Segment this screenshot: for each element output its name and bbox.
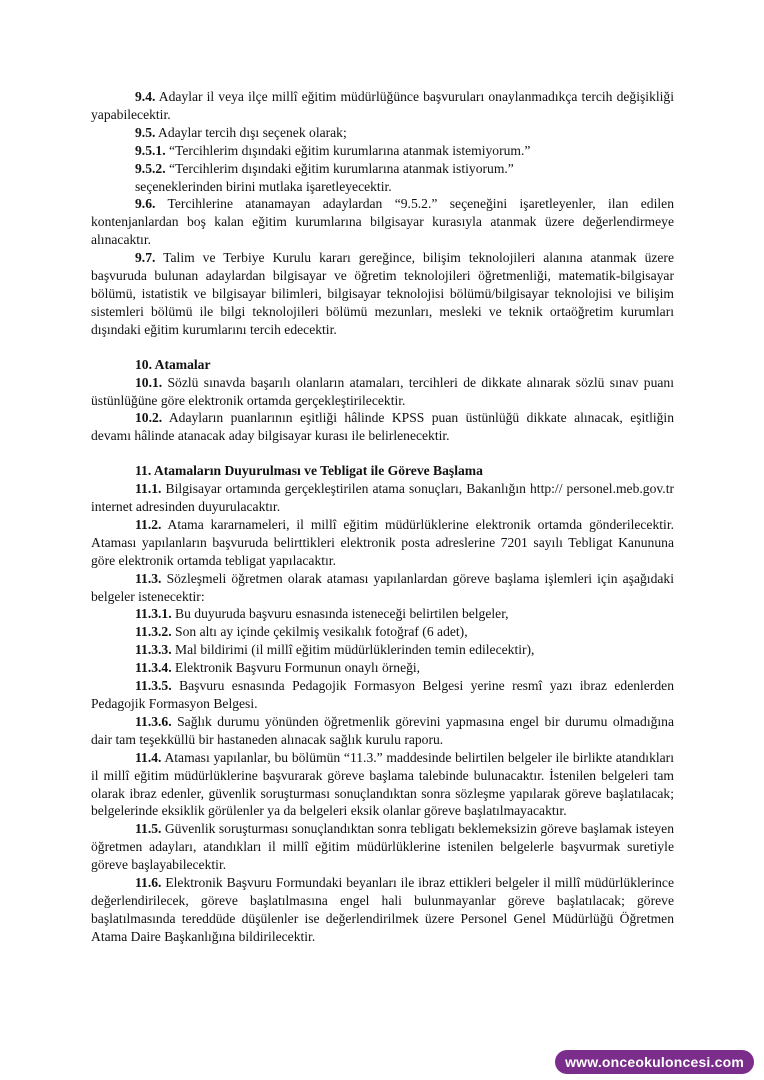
article-text: Talim ve Terbiye Kurulu kararı gereğince, bilişim teknolojileri alanına atanmak üzere başvuruda bulunan adaylardan bilgisayar ve öğretim teknolojileri öğretmenliği, matematik-bilgisayar bölümü, istatistik ve bilgisayar bilimleri, bilgisayar teknolojisi bölümü/bilgisayar teknolojisi ve bilişim sistemleri bölümü ile bilgi teknolojileri bölümü mezunları, mesleki ve teknik ortaöğretim kurumları dışındaki eğitim kurumlarını tercih edecektir. <box>91 250 674 337</box>
article-11-1 <box>91 480 674 516</box>
article-text: Adaylar tercih dışı seçenek olarak; <box>155 124 347 140</box>
article-text: Mal bildirimi (il millî eğitim müdürlüklerinden temin edilecektir), <box>171 642 535 658</box>
document-page <box>91 88 674 946</box>
article-number: 11.4. <box>135 749 162 765</box>
article-text: Adayların puanlarının eşitliği hâlinde KPSS puan üstünlüğü dikkate alınacak, eşitliğin devamı hâlinde atanacak aday bilgisayar kurası ile belirlenecektir. <box>91 410 674 444</box>
article-text: Atama kararnameleri, il millî eğitim müdürlüklerine elektronik ortamda gönderilecektir. Ataması yapılanların başvuruda belirttikleri elektronik posta adreslerine 7201 sayılı Tebligat Kanununa göre elektronik ortamda tebligat yapılacaktır. <box>91 516 674 568</box>
article-number: 9.4. <box>135 89 156 104</box>
article-11-4 <box>91 749 674 821</box>
article-11-3-1 <box>91 605 674 623</box>
article-9-6 <box>91 195 674 249</box>
article-11-3-3 <box>91 641 674 659</box>
article-9-5-2 <box>91 160 674 178</box>
article-number: 11.3.1. <box>135 606 172 622</box>
article-9-5-1 <box>91 142 674 160</box>
article-number: 11.3. <box>135 570 162 586</box>
article-number: 11.6. <box>135 875 162 891</box>
article-number: 9.5.2. <box>135 160 166 176</box>
article-text: Elektronik Başvuru Formundaki beyanları ile ibraz ettikleri belgeler il millî müdürlüklerince değerlendirilecek, göreve başlatılmasına engel hali bulunmayanlar göreve başlatılacak; göreve başlatılmasında tereddüde düşülenler ise değerlendirilmek üzere Personel Genel Müdürlüğü Öğretmen Atama Daire Başkanlığına bildirilecektir. <box>91 875 674 944</box>
article-text: Sözlü sınavda başarılı olanların atamaları, tercihleri de dikkate alınarak sözlü sınav puanı üstünlüğüne göre elektronik ortamda gerçekleştirilecektir. <box>91 374 674 408</box>
article-11-3-6 <box>91 713 674 749</box>
article-11-3-4 <box>91 659 674 677</box>
article-9-5-tail <box>91 178 674 196</box>
article-text: Sağlık durumu yönünden öğretmenlik görevini yapmasına engel bir durumu olmadığına dair tam teşekküllü bir hastaneden alınacak sağlık kurulu raporu. <box>91 713 674 747</box>
article-11-2 <box>91 516 674 570</box>
article-number: 10.2. <box>135 410 163 426</box>
section-heading-10: 10. Atamalar <box>135 356 211 372</box>
article-11-5 <box>91 820 674 874</box>
article-number: 9.5.1. <box>135 142 166 158</box>
article-number: 9.7. <box>135 250 156 266</box>
article-number: 11.2. <box>135 516 162 532</box>
article-number: 11.3.5. <box>135 678 172 694</box>
section-heading-11: 11. Atamaların Duyurulması ve Tebligat ile Göreve Başlama <box>135 463 483 479</box>
article-9-5 <box>91 124 674 142</box>
article-text: seçeneklerinden birini mutlaka işaretleyecektir. <box>135 178 392 194</box>
article-text: Son altı ay içinde çekilmiş vesikalık fotoğraf (6 adet), <box>171 624 468 640</box>
article-10-2 <box>91 409 674 445</box>
article-number: 11.1. <box>135 481 162 497</box>
article-11-3-2 <box>91 623 674 641</box>
article-9-7 <box>91 249 674 339</box>
article-number: 11.3.3. <box>135 642 172 658</box>
article-number: 9.6. <box>135 196 156 212</box>
article-text: “Tercihlerim dışındaki eğitim kurumlarına atanmak istiyorum.” <box>165 160 514 176</box>
article-text: Tercihlerine atanamayan adaylardan “9.5.2.” seçeneğini işaretleyenler, ilan edilen kontenjanlardan boş kalan eğitim kurumlarına bilgisayar kurasıyla atanmak üzere değerlendirmeye alınacaktır. <box>91 196 674 248</box>
article-text: Adaylar il veya ilçe millî eğitim müdürlüğünce başvuruları onaylanmadıkça tercih değişikliği yapabilecektir. <box>91 89 674 122</box>
article-text: Ataması yapılanlar, bu bölümün “11.3.” maddesinde belirtilen belgeler ile birlikte atandıkları il millî eğitim müdürlüklerine başvurarak göreve başlama talebinde bulunacaktır. İstenilen belgeleri tam olarak ibraz edenler, güvenlik soruşturması sonuçlandıktan sonra sözleşme yapılarak göreve başlatılacak; belgelerinde eksiklik görülenler ya da belgeleri eksik olanlar göreve başlatılmayacaktır. <box>91 749 674 819</box>
article-text: “Tercihlerim dışındaki eğitim kurumlarına atanmak istemiyorum.” <box>165 142 531 158</box>
article-text: Elektronik Başvuru Formunun onaylı örneği, <box>171 660 421 676</box>
article-number: 11.5. <box>135 821 162 837</box>
website-watermark: www.onceokuloncesi.com <box>555 1050 754 1074</box>
article-11-3-5 <box>91 677 674 713</box>
article-number: 11.3.6. <box>135 713 172 729</box>
article-11-3 <box>91 570 674 606</box>
article-text: Bilgisayar ortamında gerçekleştirilen atama sonuçları, Bakanlığın http:// personel.meb.gov.tr internet adresinden duyurulacaktır. <box>91 481 674 515</box>
article-11-6 <box>91 874 674 946</box>
article-9-4 <box>91 88 674 124</box>
article-text: Başvuru esnasında Pedagojik Formasyon Belgesi yerine resmî yazı ibraz edenlerden Pedagojik Formasyon Belgesi. <box>91 678 674 711</box>
article-text: Sözleşmeli öğretmen olarak ataması yapılanlardan göreve başlama işlemleri için aşağıdaki belgeler istenecektir: <box>91 570 674 604</box>
section-gap <box>91 339 674 356</box>
article-10-1 <box>91 374 674 410</box>
article-number: 9.5. <box>135 124 156 140</box>
article-number: 11.3.4. <box>135 660 172 676</box>
section-gap <box>91 445 674 462</box>
article-text: Bu duyuruda başvuru esnasında isteneceği belirtilen belgeler, <box>171 606 509 622</box>
article-number: 11.3.2. <box>135 624 172 640</box>
article-number: 10.1. <box>135 374 163 390</box>
article-text: Güvenlik soruşturması sonuçlandıktan sonra tebligatı beklemeksizin göreve başlamak isteyen öğretmen adayları, atandıkları il millî eğitim müdürlüklerine istenilen belgelerle başvurmak suretiyle göreve başlayabilecektir. <box>91 821 674 873</box>
